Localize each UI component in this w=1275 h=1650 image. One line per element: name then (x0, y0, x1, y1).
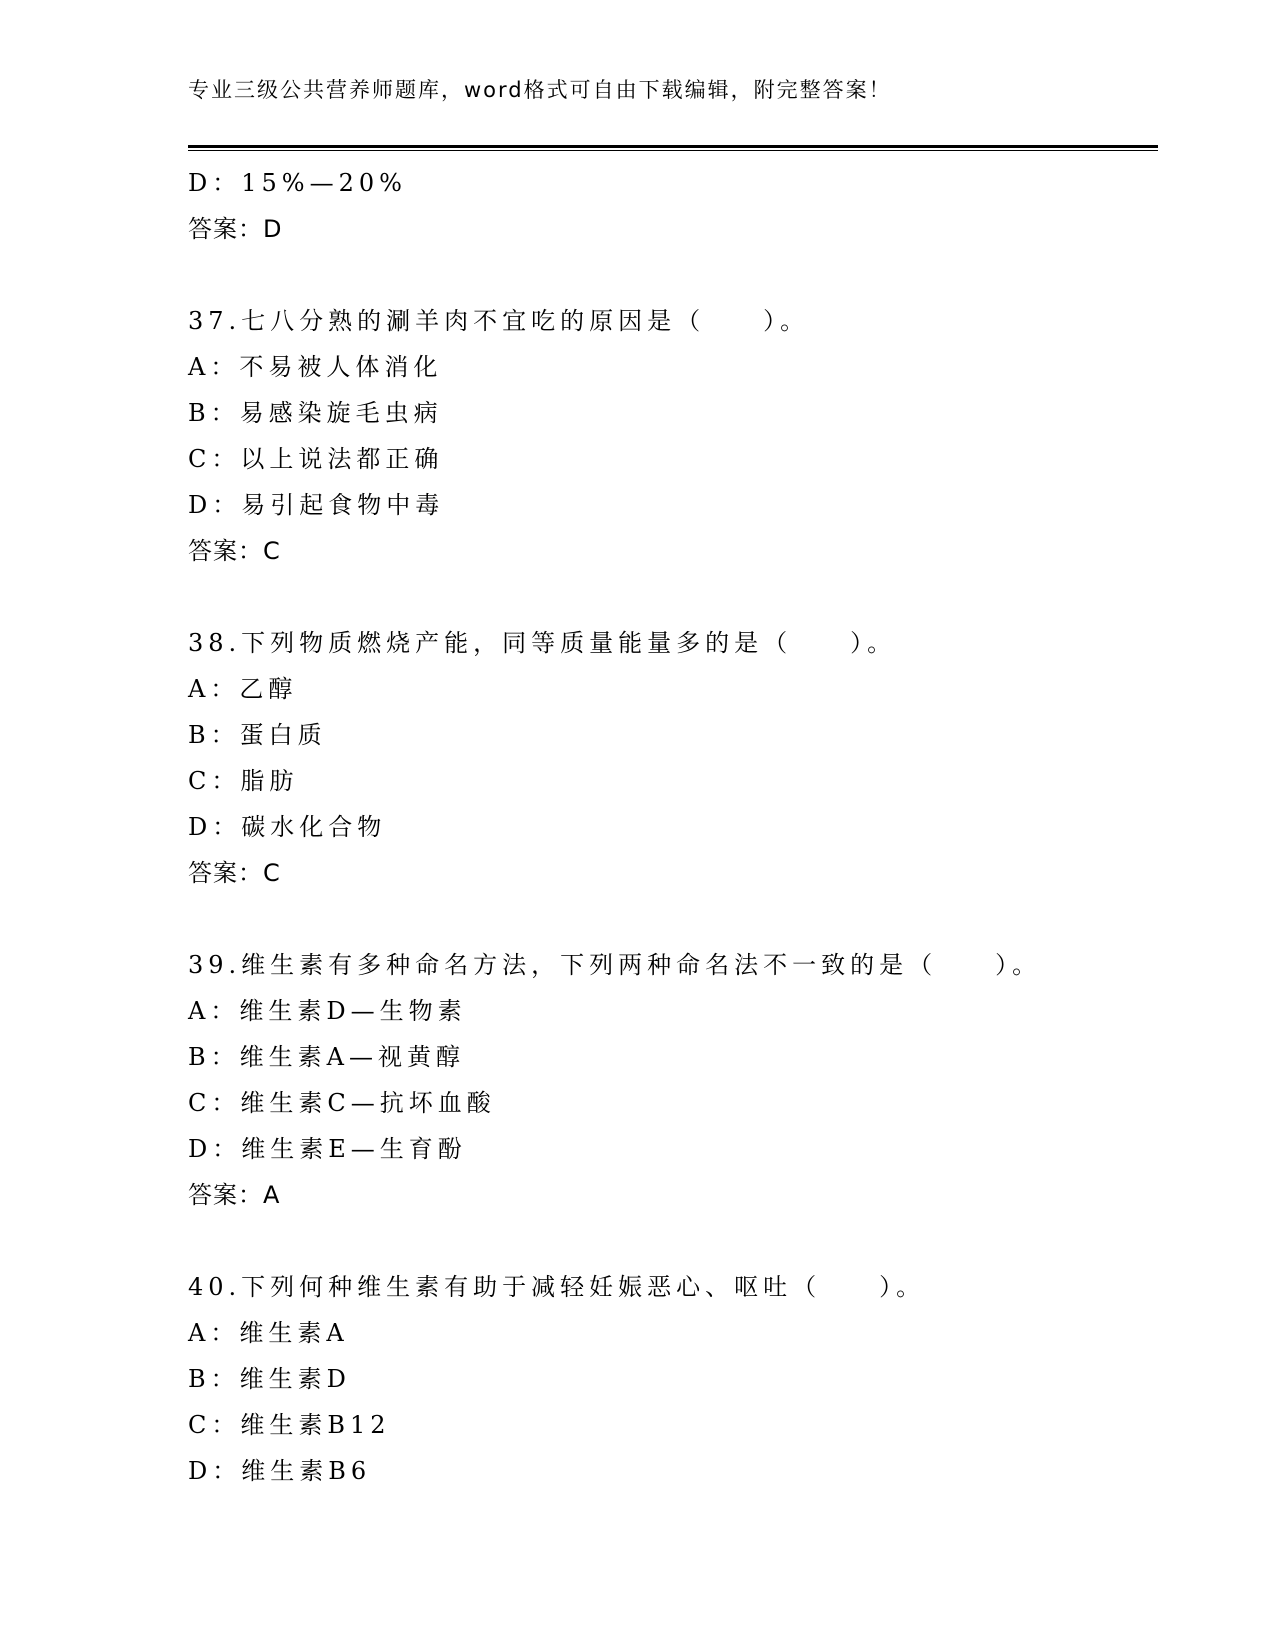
page-header: 专业三级公共营养师题库，word格式可自由下载编辑，附完整答案！ (188, 78, 892, 102)
option-a: A：维生素A (188, 1319, 349, 1347)
header-rule-thick (188, 145, 1158, 148)
option-a: A：维生素D—生物素 (188, 997, 467, 1025)
question-38 (188, 620, 1158, 896)
option-a: A：乙醇 (188, 675, 298, 703)
question-list (188, 160, 1158, 1494)
option-a: A：不易被人体消化 (188, 353, 443, 381)
option-d: D：15%—20% (188, 169, 407, 197)
answer-line: 答案：C (188, 859, 281, 887)
option-d: D：维生素E—生育酚 (188, 1135, 467, 1163)
header-rule-thin (188, 150, 1158, 151)
question-stem: 40.下列何种维生素有助于减轻妊娠恶心、呕吐（ ）。 (188, 1273, 926, 1301)
question-stem: 39.维生素有多种命名方法，下列两种命名法不一致的是（ ）。 (188, 951, 1042, 979)
option-c: C：以上说法都正确 (188, 445, 444, 473)
question-37 (188, 298, 1158, 574)
question-40 (188, 1264, 1158, 1494)
spacer (188, 574, 1158, 620)
spacer (188, 896, 1158, 942)
question-stem: 38.下列物质燃烧产能，同等质量能量多的是（ ）。 (188, 629, 897, 657)
option-c: C：维生素C—抗坏血酸 (188, 1089, 496, 1117)
question-stem: 37.七八分熟的涮羊肉不宜吃的原因是（ ）。 (188, 307, 810, 335)
question-39 (188, 942, 1158, 1218)
option-b: B：蛋白质 (188, 721, 327, 749)
option-d: D：碳水化合物 (188, 813, 387, 841)
answer-line: 答案：A (188, 1181, 281, 1209)
option-b: B：维生素D (188, 1365, 351, 1393)
answer-line: 答案：D (188, 215, 283, 243)
option-c: C：脂肪 (188, 767, 299, 795)
option-b: B：维生素A—视黄醇 (188, 1043, 465, 1071)
spacer (188, 1218, 1158, 1264)
option-b: B：易感染旋毛虫病 (188, 399, 443, 427)
spacer (188, 252, 1158, 298)
option-c: C：维生素B12 (188, 1411, 391, 1439)
answer-line: 答案：C (188, 537, 281, 565)
option-d: D：易引起食物中毒 (188, 491, 445, 519)
option-d: D：维生素B6 (188, 1457, 372, 1485)
